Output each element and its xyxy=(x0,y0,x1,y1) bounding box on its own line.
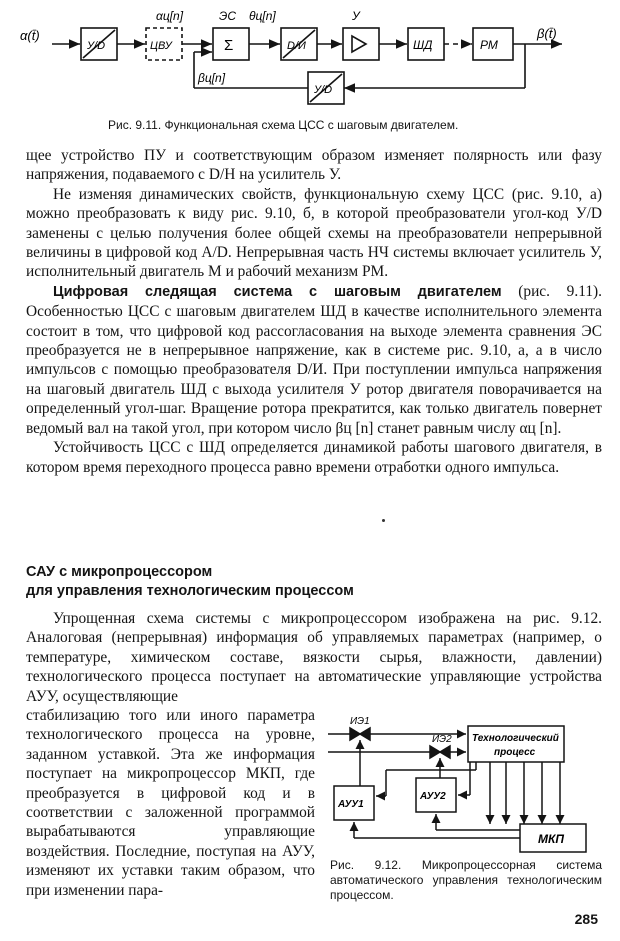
process-label-line-2: процесс xyxy=(494,747,536,758)
section-heading-line-1: САУ с микропроцессором xyxy=(26,564,213,580)
block-y-d-label: У/D xyxy=(87,40,106,52)
block-rm-label: РМ xyxy=(480,38,498,52)
paragraph-3-heading: Цифровая следящая система с шаговым двигателем xyxy=(53,283,502,300)
alpha-in-label: α(t̄) xyxy=(20,28,40,43)
figure-9-12-caption: Рис. 9.12. Микропроцессорная система автоматического управления технологическим процессом. xyxy=(330,858,602,902)
page-number: 285 xyxy=(574,911,598,927)
block-d-i-label: D/И xyxy=(287,40,306,52)
figure-9-11-caption: Рис. 9.11. Функциональная схема ЦСС с шаговым двигателем. xyxy=(108,118,459,132)
paragraph-1: щее устройство ПУ и соответствующим образом изменяет полярность или фазу напряжения, подаваемого с D/H на усилитель У. xyxy=(26,147,602,184)
beta-out-label: β(t̄) xyxy=(537,26,557,41)
beta-c-label: βц[n] xyxy=(198,71,226,85)
ie2-label: ИЭ2 xyxy=(432,734,452,745)
paragraph-5: Упрощенная схема системы с микропроцессором изображена на рис. 9.12. Аналоговая (непрерывная) информация об управляемых параметрах (например, о температуре, химическом составе, вязкости сырья, влажности, давлении) технологического процесса поступает на автоматические управляющие устройства АУУ, осуществляющие xyxy=(26,610,602,705)
section-heading xyxy=(26,563,446,601)
paragraph-3-text: (рис. 9.11). Особенностью ЦСС с шаговым двигателем ШД в качестве исполнительного элемента состоит в том, что цифровой код рассогласования на выходе элемента сравнения ЭС преобразуется не в непрерывное напряжение, как в системе рис. 9.10, а, а в число импульсов с помощью преобразователя D/И. При поступлении импульса напряжения на шаговый двигатель ШД с выхода усилителя У ротор двигателя поворачивается на определенный угол-шаг. Вращение ротора прекратится, как только двигатель повернет ведомый вал на такой угол, при котором число βц [n] станет равным числу αц [n]. xyxy=(26,282,602,437)
paragraph-2: Не изменяя динамических свойств, функциональную схему ЦСС (рис. 9.10, а) можно преобразовать к виду рис. 9.10, б, в которой преобразователи угол-код У/D заменены с целью получения более общей схемы на преобразователи непрерывной величины в цифровой код A/D. Непрерывная часть НЧ системы включает усилитель У, исполнительный двигатель М и рабочий механизм РМ. xyxy=(26,185,602,281)
es-label: ЭС xyxy=(219,9,236,23)
mkp-label: МКП xyxy=(538,832,565,846)
theta-c-label: θц[n] xyxy=(249,9,276,23)
auu1-label: АУУ1 xyxy=(338,799,364,810)
stray-dot xyxy=(382,519,385,522)
section-heading-line-2: для управления технологическим процессом xyxy=(26,583,354,599)
paragraph-5-block xyxy=(26,609,602,706)
paragraph-4: Устойчивость ЦСС с ШД определяется динамикой работы шагового двигателя, в котором время переходного процесса равно времени отработки одного импульса. xyxy=(26,439,602,476)
paragraph-6: стабилизацию того или иного параметра технологического процесса на уровне, заданном уставкой. Эта же информация поступает на микропроцессор МКП, где преобразуется в цифровой код и в соответствии с заложенной программой вырабатываются управляющие воздействия. Последние, поступая на АУУ, изменяют их уставки таким образом, что при изменении пара- xyxy=(26,707,315,899)
block-shd-label: ШД xyxy=(413,38,433,52)
y-label: У xyxy=(352,9,360,23)
ie1-label: ИЭ1 xyxy=(350,716,370,727)
figure-9-11-diagram xyxy=(0,0,620,120)
alpha-c-label: αц[n] xyxy=(156,9,184,23)
block-tsvu-label: ЦВУ xyxy=(150,40,172,52)
process-label-line-1: Технологический xyxy=(472,733,559,744)
auu2-label: АУУ2 xyxy=(420,791,446,802)
body-text xyxy=(26,146,602,477)
figure-9-12-diagram xyxy=(320,712,610,857)
block-sigma-label: Σ xyxy=(224,37,234,54)
paragraph-3 xyxy=(26,282,602,438)
block-y-d-feedback-label: У/D xyxy=(314,84,333,96)
